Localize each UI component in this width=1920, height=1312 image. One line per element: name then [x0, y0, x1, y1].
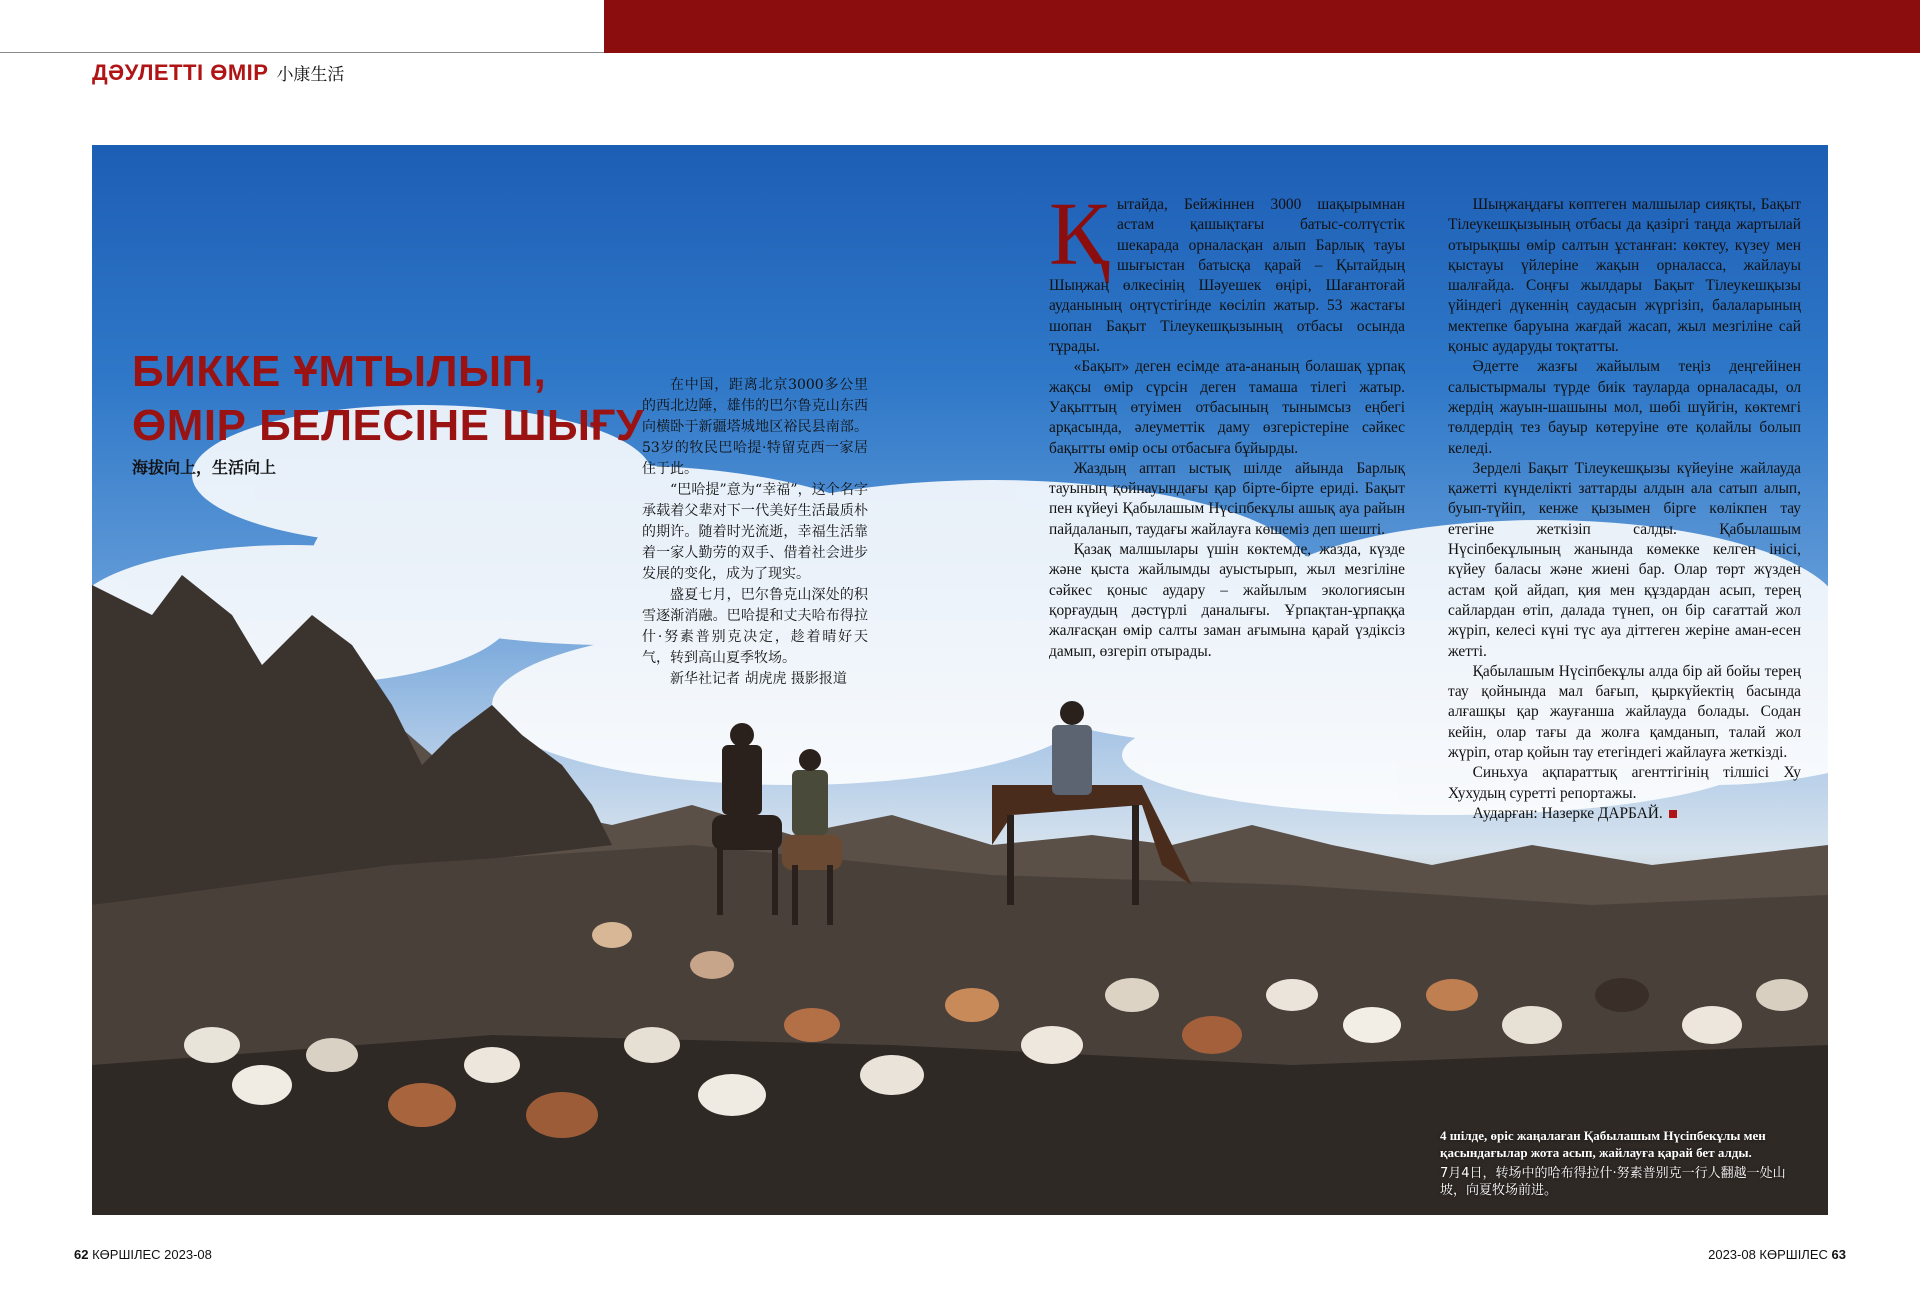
photo-caption	[1440, 1127, 1810, 1199]
kz-paragraph: Зерделі Бақыт Тілеукешқызы күйеуіне жайлауда қажетті күнделікті заттарды алдын ала сатып алып, буып-түйіп, кенже қызымен бірге көлікпен тау етегіне жеткізіп салды. Қабылашым Нүсіпбекұлының жанында көмекке келген інісі, күйеу баласы және жиені бар. Олар төрт жүзден астам қой айдап, қия мен құздардан асып, терең сайлардан өтіп, далада түнеп, он бір сағаттай жол жүріп, келесі күні түс ауа діттеген жеріне аман-есен жетті.	[1448, 459, 1801, 660]
title-line-2: ӨМІР БЕЛЕСІНЕ ШЫҒУ	[132, 401, 644, 450]
footer-right	[1708, 1247, 1846, 1262]
header-color-bar	[604, 0, 1920, 53]
caption-zh: 7月4日，转场中的哈布得拉什·努素普别克一行人翻越一处山坡，向夏牧场前进。	[1440, 1166, 1786, 1198]
kz-lead-text: ытайда, Бейжіннен 3000 шақырымнан астам қашықтағы батыс-солтүстік шекарада орналасқан алып Барлық тауы шығыстан батысқа қарай – Қытайдың Шыңжаң өлкесінің Шәуешек өңірі, Шағантоғай ауданының оңтүстігінде көсіліп жатыр. 53 жастағы шопан Бақыт Тілеукешқызының отбасы осында тұрады.	[1049, 196, 1405, 356]
kz-paragraph: Қазақ малшылары үшін көктемде, жазда, күзде және қыста жайлымды ауыстырып, жыл мезгіліне сәйкес қоныс аудару – жайылым экологиясын қорғаудың дәстүрлі даналығы. Ұрпақтан-ұрпаққа жалғасқан өмір салты заман ағымына қарай үздіксіз дамып, өзгеріп отырады.	[1049, 541, 1405, 660]
header-rule	[0, 52, 604, 53]
footer-left	[74, 1247, 212, 1262]
drop-cap: Қ	[1049, 185, 1110, 284]
page-number-left: 62	[74, 1247, 89, 1262]
kazakh-column-1	[1049, 185, 1405, 662]
kz-paragraph: Қабылашым Нүсіпбекұлы алда бір ай бойы терең тау қойнында мал бағып, қыркүйектің басында алғашқы қар жауғанша жайлауда болады. Содан кейін, олар тағы да жолға қамданып, талай жол жүріп, отар қойын тау етегіндегі жайлауға жеткізді.	[1448, 662, 1801, 762]
kz-paragraph: Жаздың аптап ыстық шілде айында Барлық тауының қойнауындағы қар біртe-біртe ериді. Бақыт пен күйеуі Қабылашым Нүсіпбекұлы ашық ауа райын пайдаланып, таудағы жайлауға көшеміз деп шешті.	[1049, 459, 1405, 538]
kz-paragraph-lead	[1049, 185, 1405, 357]
kazakh-column-2	[1448, 195, 1801, 824]
zh-paragraph: 在中国，距离北京3000多公里的西北边陲，雄伟的巴尔鲁克山东西向横卧于新疆塔城地区裕民县南部。53岁的牧民巴哈提·特留克西一家居住于此。	[642, 377, 868, 477]
caption-kz: 4 шілде, өріс жаңалаған Қабылашым Нүсіпбекұлы мен қасындағылар жота асып, жайлауға қарай бет алды.	[1440, 1128, 1766, 1160]
section-header	[92, 60, 344, 86]
section-title-zh: 小康生活	[276, 65, 345, 85]
kz-translator	[1448, 804, 1801, 824]
article-subtitle: 海拔向上，生活向上	[132, 458, 277, 477]
kz-paragraph: Шыңжаңдағы көптеген малшылар сияқты, Бақыт Тілеукешқызының отбасы да қазіргі таңда жартылай отырықшы өмір салтын ұстанған: көктеу, күзеу мен қыстауы үйлеріне жақын орналасса, жайлауы шалғайда. Соңғы жылдары Бақыт Тілеукешқызы үйіндегі дүкеннің саудасын жүргізіп, балаларының мектепке баруына жағдай жасап, жыл мезгіліне сай қоныс аударуды тоқтатты.	[1448, 196, 1801, 356]
title-line-1: БИККЕ ҰМТЫЛЫП,	[132, 347, 547, 396]
translator-text: Аударған: Назерке ДАРБАЙ.	[1472, 804, 1663, 822]
section-title-kz: ДӘУЛЕТТІ ӨМІР	[92, 60, 269, 85]
kz-credit: Синьхуа ақпараттық агенттігінің тілшісі Ху Хухудың суретті репортажы.	[1448, 764, 1801, 802]
end-mark-icon	[1669, 810, 1677, 818]
zh-paragraph: 盛夏七月，巴尔鲁克山深处的积雪逐渐消融。巴哈提和丈夫哈布得拉什·努素普别克决定，趁着晴好天气，转到高山夏季牧场。	[642, 587, 868, 666]
kz-paragraph: «Бақыт» деген есімде ата-ананың болашақ ұрпақ жақсы өмір сүрсін деген тамаша тілегі жатыр. Уақыттың өтуімен отбасының тынымсыз еңбегі арқасында, әлеуметтік даму өзгерістеріне сәйкес бақытты өмір осы отбасыға бұйырды.	[1049, 358, 1405, 457]
zh-paragraph: “巴哈提”意为“幸福”，这个名字承载着父辈对下一代美好生活最质朴的期许。随着时光流逝，幸福生活靠着一家人勤劳的双手、借着社会进步发展的变化，成为了现实。	[642, 482, 868, 582]
chinese-summary	[642, 375, 868, 690]
hero-photo	[92, 145, 1828, 1215]
footer-left-text: КӨРШІЛЕС 2023-08	[92, 1247, 212, 1262]
article-title	[132, 345, 652, 453]
zh-credit: 新华社记者 胡虎虎 摄影报道	[670, 671, 847, 687]
footer-right-text: 2023-08 КӨРШІЛЕС	[1708, 1247, 1828, 1262]
kz-paragraph: Әдетте жазғы жайылым теңіз деңгейінен салыстырмалы түрде биік тауларда орналасады, ол жердің жауын-шашыны мол, шөбі шүйгін, көктемгі төлдердің тез бауыр көтеруіне өте қолайлы болып келеді.	[1448, 358, 1801, 457]
page-number-right: 63	[1831, 1247, 1846, 1262]
